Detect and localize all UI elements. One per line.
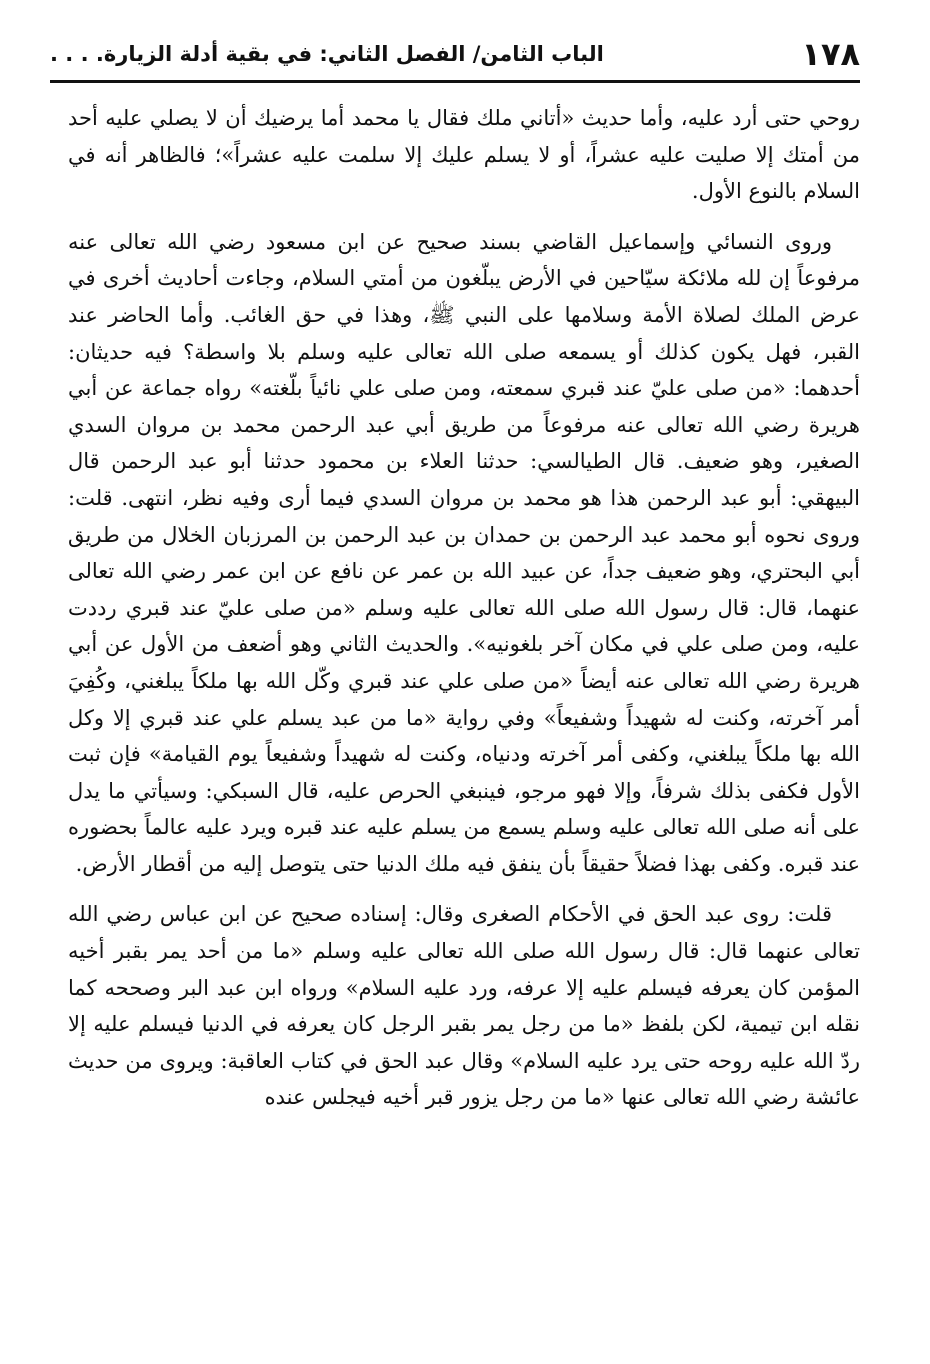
page-number: ١٧٨ (801, 35, 860, 73)
paragraph: روحي حتى أرد عليه، وأما حديث «أتاني ملك فقال يا محمد أما يرضيك أن لا يصلي عليه أحد من أمتك إلا صليت عليه عشراً، أو لا يسلم عليك إلا سلمت عليه عشراً»؛ فالظاهر أنه في السلام بالنوع الأول. (68, 106, 860, 204)
paragraph: قلت: روى عبد الحق في الأحكام الصغرى وقال: إسناده صحيح عن ابن عباس رضي الله تعالى عنهما قال: قال رسول الله صلى الله تعالى عليه وسلم «ما من أحد يمر بقبر أخيه المؤمن كان يعرفه فيسلم عليه إلا عرفه، ورد عليه السلام» ورواه ابن عبد البر وصححه كما نقله ابن تيمية، لكن بلفظ «ما من رجل يمر بقبر الرجل كان يعرفه في الدنيا فيسلم عليه إلا ردّ الله عليه روحه حتى يرد عليه السلام» وقال عبد الحق في كتاب العاقبة: ويروى من حديث عائشة رضي الله تعالى عنها «ما من رجل يزور قبر أخيه فيجلس عنده (68, 902, 860, 1110)
page-header (50, 30, 860, 78)
page-body (68, 100, 860, 1116)
header-rule (50, 80, 860, 83)
running-header: الباب الثامن/ الفصل الثاني: في بقية أدلة الزيارة. . . . (50, 42, 604, 66)
paragraph: وروى النسائي وإسماعيل القاضي بسند صحيح عن ابن مسعود رضي الله تعالى عنه مرفوعاً إن لله ملائكة سيّاحين في الأرض يبلّغون من أمتي السلام، وجاءت أحاديث أخرى في عرض الملك لصلاة الأمة وسلامها على النبي ﷺ، وهذا في حق الغائب. وأما الحاضر عند القبر، فهل يكون كذلك أو يسمعه صلى الله تعالى عليه وسلم بلا واسطة؟ فيه حديثان: أحدهما: «من صلى عليّ عند قبري سمعته، ومن صلى علي نائياً بلّغته» رواه جماعة عن أبي هريرة رضي الله تعالى عنه مرفوعاً من طريق أبي عبد الرحمن محمد بن مروان السدي الصغير، وهو ضعيف. قال الطيالسي: حدثنا العلاء بن محمود حدثنا أبو عبد الرحمن قال البيهقي: أبو عبد الرحمن هذا هو محمد بن مروان السدي فيما أرى وفيه نظر، انتهى. قلت: وروى نحوه أبو محمد عبد الرحمن بن حمدان بن عبد الرحمن بن المرزبان الخلال من طريق أبي البحتري، وهو ضعيف جداً، عن عبيد الله بن عمر عن نافع عن ابن عمر رضي الله تعالى عنهما، قال: قال رسول الله صلى الله تعالى عليه وسلم «من صلى عليّ عند قبري رددت عليه، ومن صلى علي في مكان آخر بلغونيه». والحديث الثاني وهو أضعف من الأول عن أبي هريرة رضي الله تعالى عنه أيضاً «من صلى علي عند قبري وكّل الله بها ملكاً يبلغني، وكُفِيَ أمر آخرته، وكنت له شهيداً وشفيعاً» وفي رواية «ما من عبد يسلم علي عند قبري إلا وكل الله بها ملكاً يبلغني، وكفى أمر آخرته ودنياه، وكنت له شهيداً وشفيعاً يوم القيامة» فإن ثبت الأول فكفى بذلك شرفاً، وإلا فهو مرجو، فينبغي الحرص عليه، قال السبكي: وسيأتي ما يدل على أنه صلى الله تعالى عليه وسلم يسمع من يسلم عليه عند قبره ويرد عليه عالماً بحضوره عند قبره. وكفى بهذا فضلاً حقيقاً بأن ينفق فيه ملك الدنيا حتى يتوصل إليه من أقطار الأرض. (68, 229, 860, 876)
